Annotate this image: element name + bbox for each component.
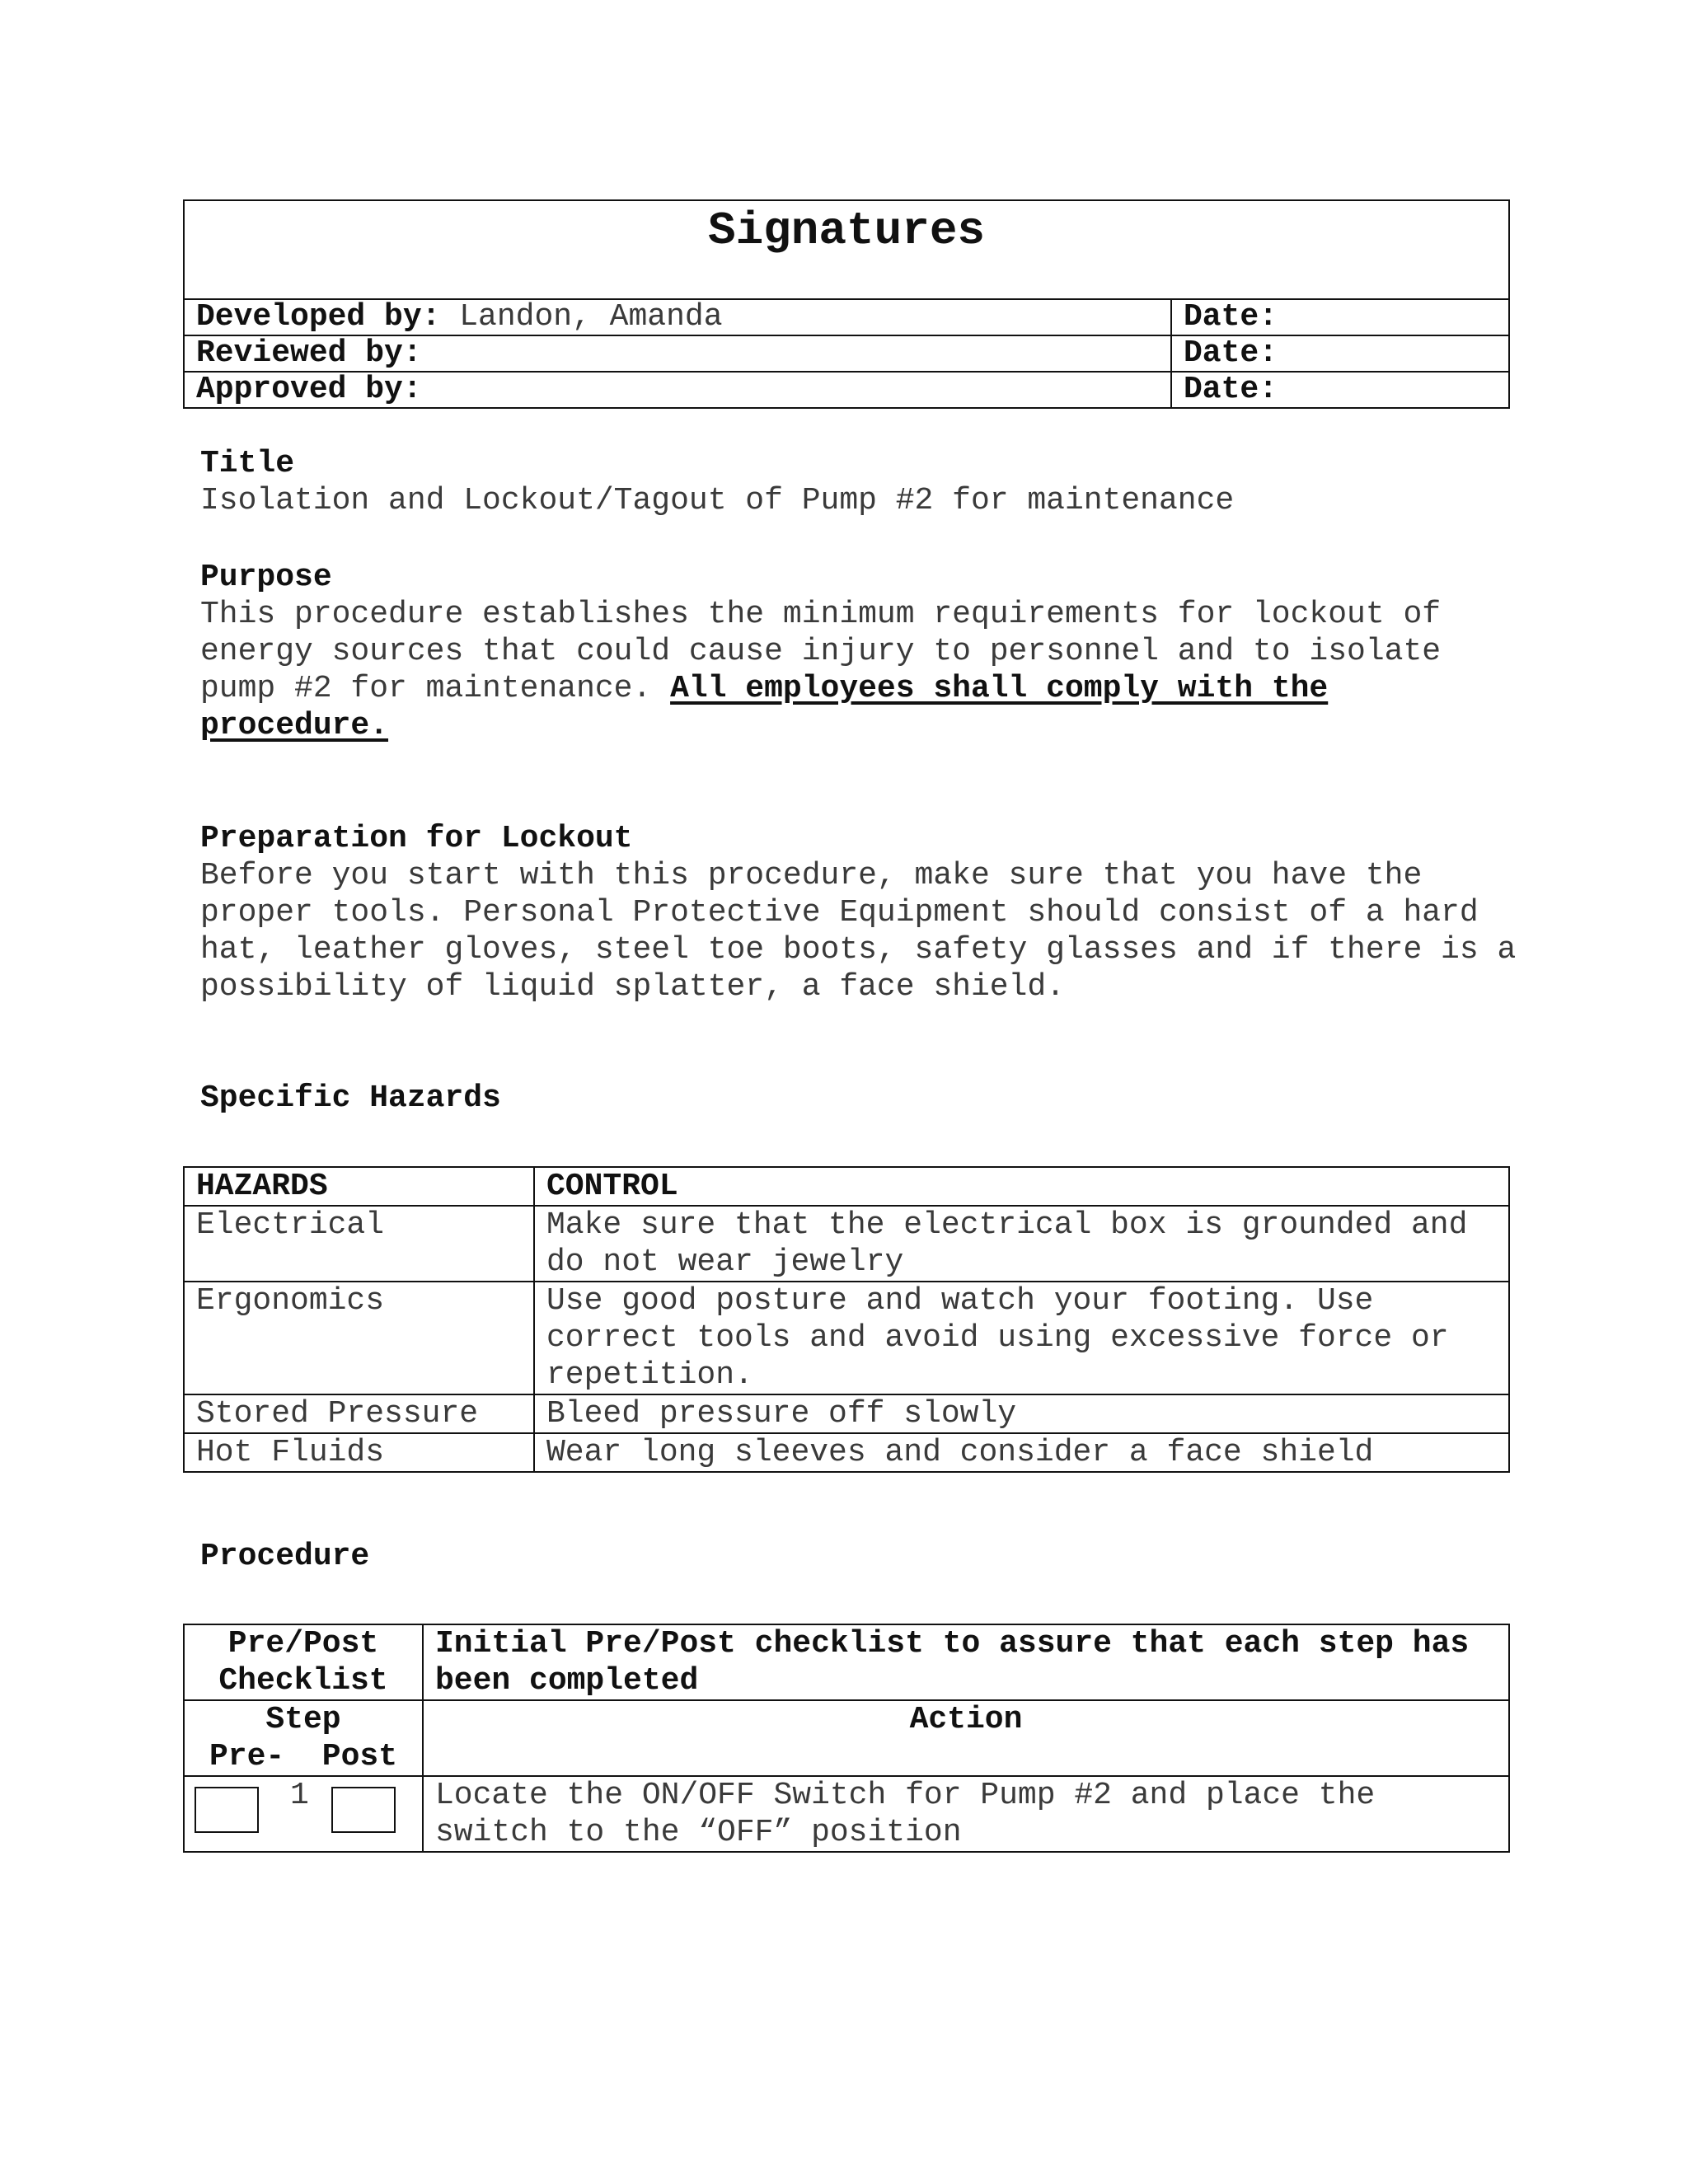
control-cell: Make sure that the electrical box is grounded and do not wear jewelry [534,1206,1509,1282]
signature-row-developed [184,299,1509,335]
title-section [200,445,1519,519]
procedure-subheader-row [184,1700,1509,1776]
pre-label: Pre- [209,1739,285,1774]
table-row [184,1433,1509,1472]
table-row [184,1206,1509,1282]
approved-date-label: Date: [1184,372,1278,407]
checklist-description: Initial Pre/Post checklist to assure that each step has been completed [423,1624,1509,1700]
post-checkbox[interactable] [331,1787,396,1833]
purpose-heading: Purpose [200,560,332,595]
table-row [184,1394,1509,1433]
purpose-text: This procedure establishes the minimum requirements for lockout of energy sources that could cause injury to personnel and to isolate pump #2 for maintenance. [200,597,1442,706]
procedure-header-row [184,1624,1509,1700]
table-row [184,1282,1509,1394]
signatures-table [183,199,1510,409]
control-cell: Bleed pressure off slowly [534,1394,1509,1433]
approved-by-label: Approved by: [196,372,422,407]
procedure-table [183,1624,1510,1853]
hazards-heading: Specific Hazards [200,1080,501,1116]
hazard-cell: Ergonomics [184,1282,534,1394]
signatures-title: Signatures [184,200,1509,299]
control-col-header: CONTROL [534,1167,1509,1206]
procedure-heading: Procedure [200,1539,370,1574]
developed-by-label: Developed by: [196,299,441,335]
control-cell: Use good posture and watch your footing. Use correct tools and avoid using excessive force or repetition. [534,1282,1509,1394]
reviewed-date-label: Date: [1184,335,1278,371]
procedure-step-row [184,1776,1509,1852]
preparation-text: Before you start with this procedure, make sure that you have the proper tools. Personal Protective Equipment should consist of a hard hat, leather gloves, steel toe boots, safety glasses and if there is a possibility of liquid splatter, a face shield. [200,858,1517,1005]
hazards-header-row [184,1167,1509,1206]
purpose-emphasis: All employees shall comply with the procedure. [200,671,1329,743]
hazards-table [183,1166,1510,1473]
signature-row-approved [184,372,1509,408]
checklist-header: Pre/Post Checklist [184,1624,423,1700]
developed-by-value: Landon, Amanda [440,299,723,335]
step-header [184,1700,423,1776]
preparation-section [200,820,1519,1005]
developed-date-label: Date: [1184,299,1278,335]
step-checklist-cell [184,1776,423,1852]
step-label: Step [265,1702,341,1737]
post-label: Post [321,1739,398,1774]
hazard-cell: Electrical [184,1206,534,1282]
step-number: 1 [290,1778,309,1813]
pre-post-labels [196,1738,410,1775]
procedure-section [200,1538,1519,1575]
control-cell: Wear long sleeves and consider a face shield [534,1433,1509,1472]
title-text: Isolation and Lockout/Tagout of Pump #2 for maintenance [200,483,1235,518]
pre-checkbox[interactable] [195,1787,259,1833]
step-action: Locate the ON/OFF Switch for Pump #2 and place the switch to the “OFF” position [423,1776,1509,1852]
purpose-body [200,596,1519,744]
reviewed-by-label: Reviewed by: [196,335,422,371]
hazard-cell: Hot Fluids [184,1433,534,1472]
hazards-col-header: HAZARDS [184,1167,534,1206]
preparation-heading: Preparation for Lockout [200,821,633,856]
signature-row-reviewed [184,335,1509,372]
hazard-cell: Stored Pressure [184,1394,534,1433]
purpose-section [200,559,1519,744]
title-heading: Title [200,446,295,481]
hazards-section [200,1080,1519,1117]
action-header: Action [423,1700,1509,1776]
